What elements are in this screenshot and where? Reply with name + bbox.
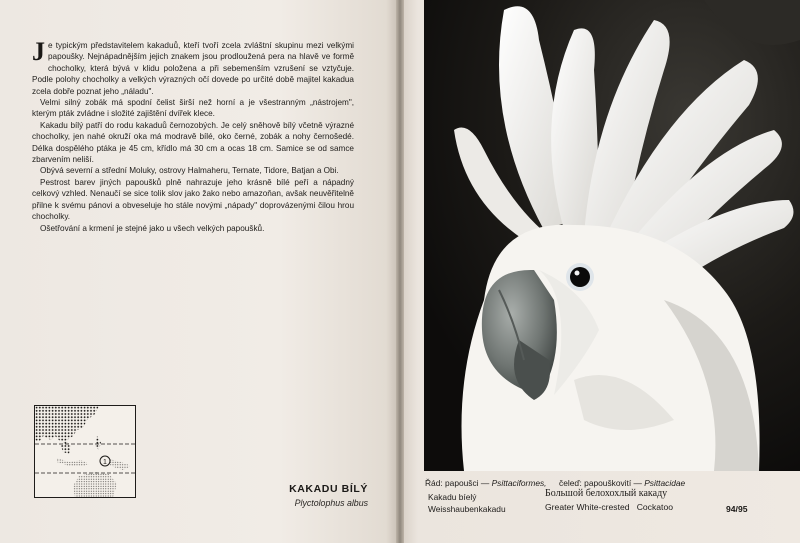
cockatoo-photo	[424, 0, 800, 471]
caption-family-latin: Psittacidae	[644, 478, 686, 488]
distribution-map-graphic	[35, 406, 135, 497]
caption-name-russian: Большой белохохлый какаду	[545, 488, 668, 499]
range-marker-number: 1	[103, 459, 107, 466]
species-name: KAKADU BÍLÝ	[289, 483, 368, 495]
philippines-landmass	[95, 436, 101, 450]
book-gutter	[396, 0, 404, 543]
indochina-landmass	[61, 440, 71, 454]
caption-order-label: Řád: papoušci —	[425, 478, 492, 488]
paragraph-care: Ošetřování a krmení je stejné jako u všech velkých papoušků.	[40, 223, 265, 233]
paragraph-behavior: Pestrost barev jiných papoušků plně nahrazuje jeho krásně bílé peří a nápadný celkový vzhled. Nenaučí se sice tolik slov jako žako nebo amazoňan, avšak neuvěřitelně přilne k svému pánovi a obveseluje ho stále novými „nápady" doprovázenými čilou hrou chocholky.	[32, 177, 354, 222]
australia-landmass	[73, 472, 117, 497]
eye-highlight	[575, 271, 580, 276]
caption-name-czech: Kakadu bíelý	[428, 492, 477, 502]
indonesia-islands	[57, 458, 89, 466]
caption-name-german: Weisshaubenkakadu	[428, 504, 506, 514]
caption-family-label: čeleď: papouškovití —	[559, 478, 645, 488]
paragraph-range: Obývá severní a střední Moluky, ostrovy Halmaheru, Ternate, Tidore, Batjan a Obi.	[40, 166, 339, 176]
page-numbers: 94/95	[726, 504, 748, 514]
distribution-map	[34, 405, 136, 498]
asia-landmass	[35, 406, 99, 442]
species-latin-name: Plyctolophus albus	[294, 498, 368, 508]
paragraph-intro-text: e typickým představitelem kakaduů, kteří tvoří zcela zvláštní skupinu mezi velkými papoušky. Nejnápadnějším jejich znakem jsou prodloužená pera na hlavě ve formě chocholky, která bývá v klidu položena a při sebemenším vzrušení se vztyčuje. Podle polohy chocholky a velkých výrazných očí dovede po určité době majitel kakadua zcela dobře poznat jeho „náladu".	[32, 41, 354, 96]
paragraph-beak: Velmi silný zobák má spodní čelist širší než horní a je všestranným „nástrojem", kterým pták zvládne i složité zajištění dvířek klece.	[32, 98, 354, 119]
caption-order	[425, 478, 547, 488]
cockatoo-illustration	[424, 0, 800, 471]
drop-cap: J	[32, 37, 45, 66]
paragraph-description: Kakadu bílý patří do rodu kakaduů černozobých. Je celý sněhově bílý včetně výrazné chocholky, jen nahé okruží oka má modravě bílé, oko černé, zobák a nohy černošedé. Délka dospělého ptáka je 45 cm, křídlo má 30 cm a ocas 18 cm. Samice se od samce zbarvením neliší.	[32, 120, 354, 165]
caption-family	[559, 478, 685, 488]
eye	[570, 267, 590, 287]
caption-order-latin: Psittaciformes,	[491, 478, 547, 488]
article-text	[32, 37, 354, 234]
caption-name-english: Greater White-crested Cockatoo	[545, 502, 673, 512]
paragraph-intro	[32, 37, 354, 97]
